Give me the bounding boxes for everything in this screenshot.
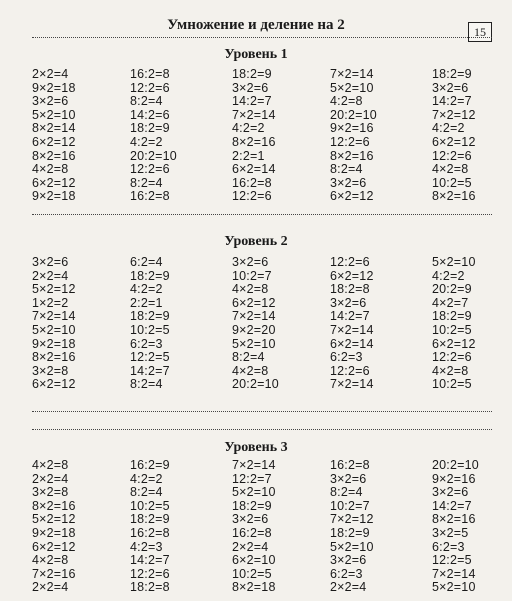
exercise-item: 3×2=6 [330, 295, 367, 310]
exercise-item: 3×2=6 [330, 175, 367, 190]
exercise-item: 8:2=4 [130, 377, 163, 392]
exercise-item: 20:2=10 [130, 148, 177, 163]
exercise-item: 6×2=12 [330, 189, 374, 204]
exercise-item: 14:2=7 [130, 363, 170, 378]
exercise-item: 8:2=4 [130, 175, 163, 190]
exercise-item: 4:2=2 [232, 121, 265, 136]
exercise-item: 3×2=8 [32, 363, 69, 378]
exercise-item: 16:2=8 [130, 526, 170, 540]
exercise-item: 4×2=8 [432, 162, 469, 177]
exercise-item: 8×2=16 [32, 498, 76, 513]
level-2-title: Уровень 2 [224, 234, 288, 249]
exercise-item: 6×2=12 [432, 336, 476, 351]
exercise-item: 6×2=10 [232, 553, 276, 568]
exercise-item: 7×2=14 [232, 309, 276, 324]
exercise-item: 9×2=18 [32, 526, 76, 540]
exercise-item: 10:2=7 [330, 498, 370, 513]
exercise-item: 12:2=6 [330, 135, 370, 149]
exercise-item: 3×2=6 [232, 80, 269, 95]
exercise-item: 9×2=18 [32, 336, 76, 351]
exercise-item: 5×2=10 [32, 323, 76, 337]
exercise-item: 8×2=16 [232, 135, 276, 149]
page-title: Умножение и деление на 2 [167, 17, 345, 33]
exercise-item: 4×2=8 [232, 363, 269, 378]
exercise-item: 5×2=10 [232, 485, 276, 500]
exercise-item: 18:2=9 [432, 309, 472, 324]
exercise-item: 16:2=8 [232, 175, 272, 190]
exercise-item: 6:2=3 [330, 566, 363, 581]
exercise-item: 16:2=9 [130, 458, 170, 472]
exercise-item: 20:2=10 [330, 107, 377, 122]
exercise-item: 10:2=5 [130, 323, 170, 337]
exercise-item: 6×2=12 [32, 175, 76, 190]
exercise-item: 7×2=14 [432, 566, 476, 581]
exercise-item: 8×2=16 [432, 189, 476, 204]
exercise-item: 20:2=10 [432, 458, 479, 472]
exercise-item: 4:2=8 [330, 94, 363, 109]
exercise-item: 6:2=4 [130, 255, 163, 269]
exercise-item: 12:2=5 [432, 553, 472, 568]
exercise-item: 6×2=12 [32, 539, 76, 554]
exercise-item: 2×2=4 [232, 539, 269, 554]
exercise-item: 7×2=14 [32, 309, 76, 324]
exercise-item: 9×2=20 [232, 323, 276, 337]
exercise-item: 10:2=5 [232, 566, 272, 581]
exercise-item: 10:2=5 [432, 175, 472, 190]
exercise-item: 8×2=14 [32, 121, 76, 136]
exercise-item: 2:2=1 [130, 295, 163, 310]
exercise-item: 8×2=16 [330, 148, 374, 163]
exercise-item: 20:2=10 [232, 377, 279, 392]
exercise-item: 8:2=4 [330, 485, 363, 500]
exercise-item: 8×2=18 [232, 580, 276, 595]
exercise-item: 12:2=6 [130, 566, 170, 581]
exercise-item: 9×2=16 [432, 471, 476, 486]
exercise-item: 3×2=6 [432, 80, 469, 95]
exercise-item: 20:2=9 [432, 282, 472, 297]
exercise-item: 4×2=8 [32, 458, 69, 472]
exercise-item: 8:2=4 [330, 162, 363, 177]
exercise-item: 16:2=8 [330, 458, 370, 472]
exercise-item: 3×2=6 [32, 255, 69, 269]
exercise-item: 5×2=10 [232, 336, 276, 351]
exercise-item: 2:2=1 [232, 148, 265, 163]
exercise-item: 6×2=14 [232, 162, 276, 177]
exercise-item: 18:2=9 [232, 67, 272, 81]
level-3-title: Уровень 3 [224, 440, 288, 455]
exercise-item: 10:2=7 [232, 268, 272, 283]
exercise-item: 18:2=9 [130, 309, 170, 324]
exercise-item: 18:2=8 [130, 580, 170, 595]
exercise-item: 6×2=12 [32, 377, 76, 392]
exercise-item: 12:2=6 [130, 80, 170, 95]
exercise-item: 3×2=6 [232, 512, 269, 527]
exercise-item: 6×2=12 [32, 135, 76, 149]
exercise-item: 9×2=18 [32, 189, 76, 204]
exercise-item: 14:2=7 [432, 498, 472, 513]
exercise-item: 7×2=14 [330, 377, 374, 392]
exercise-item: 4×2=8 [232, 282, 269, 297]
exercise-item: 6×2=12 [232, 295, 276, 310]
exercise-item: 3×2=5 [432, 526, 469, 540]
exercise-item: 4:2=2 [130, 471, 163, 486]
divider-dotted [32, 411, 492, 412]
exercise-item: 18:2=9 [432, 67, 472, 81]
exercise-item: 10:2=5 [432, 323, 472, 337]
exercise-item: 4:2=2 [432, 121, 465, 136]
exercise-item: 8:2=4 [232, 350, 265, 365]
exercise-item: 12:2=7 [232, 471, 272, 486]
exercise-item: 4×2=8 [32, 162, 69, 177]
exercise-item: 8:2=4 [130, 94, 163, 109]
exercise-item: 5×2=10 [432, 255, 476, 269]
exercise-item: 14:2=6 [130, 107, 170, 122]
page-number: 15 [468, 22, 492, 42]
exercise-item: 14:2=7 [130, 553, 170, 568]
divider-dotted [32, 214, 492, 215]
exercise-item: 6:2=3 [432, 539, 465, 554]
exercise-item: 5×2=12 [32, 282, 76, 297]
exercise-item: 2×2=4 [32, 580, 69, 595]
exercise-item: 2×2=4 [32, 268, 69, 283]
exercise-item: 12:2=5 [130, 350, 170, 365]
exercise-item: 14:2=7 [330, 309, 370, 324]
level-1-title: Уровень 1 [224, 47, 288, 62]
divider-dotted [32, 37, 492, 38]
exercise-item: 4:2=3 [130, 539, 163, 554]
exercise-item: 3×2=6 [432, 485, 469, 500]
exercise-item: 5×2=10 [330, 539, 374, 554]
exercise-item: 7×2=14 [232, 107, 276, 122]
divider-dotted [32, 429, 492, 430]
exercise-item: 9×2=16 [330, 121, 374, 136]
exercise-item: 18:2=8 [330, 282, 370, 297]
exercise-item: 16:2=8 [130, 189, 170, 204]
exercise-item: 14:2=7 [432, 94, 472, 109]
exercise-item: 18:2=9 [130, 512, 170, 527]
exercise-item: 3×2=6 [330, 553, 367, 568]
exercise-item: 6:2=3 [130, 336, 163, 351]
exercise-item: 3×2=6 [32, 94, 69, 109]
exercise-item: 3×2=6 [232, 255, 269, 269]
exercise-item: 12:2=6 [232, 189, 272, 204]
exercise-item: 6×2=14 [330, 336, 374, 351]
exercise-item: 6×2=12 [330, 268, 374, 283]
exercise-item: 18:2=9 [232, 498, 272, 513]
exercise-item: 12:2=6 [432, 148, 472, 163]
exercise-item: 4:2=2 [130, 282, 163, 297]
exercise-item: 10:2=5 [130, 498, 170, 513]
exercise-item: 7×2=12 [330, 512, 374, 527]
exercise-item: 1×2=2 [32, 295, 69, 310]
exercise-item: 5×2=12 [32, 512, 76, 527]
exercise-item: 12:2=6 [330, 255, 370, 269]
exercise-item: 16:2=8 [232, 526, 272, 540]
exercise-item: 3×2=6 [330, 471, 367, 486]
exercise-item: 14:2=7 [232, 94, 272, 109]
exercise-item: 4×2=8 [32, 553, 69, 568]
exercise-item: 6×2=12 [432, 135, 476, 149]
exercise-item: 2×2=4 [32, 471, 69, 486]
exercise-item: 7×2=14 [330, 323, 374, 337]
exercise-item: 18:2=9 [130, 268, 170, 283]
exercise-item: 4×2=7 [432, 295, 469, 310]
exercise-item: 4×2=8 [432, 363, 469, 378]
exercise-item: 5×2=10 [32, 107, 76, 122]
exercise-item: 2×2=4 [32, 67, 69, 81]
exercise-item: 5×2=10 [330, 80, 374, 95]
exercise-item: 8:2=4 [130, 485, 163, 500]
exercise-item: 10:2=5 [432, 377, 472, 392]
exercise-item: 8×2=16 [32, 148, 76, 163]
exercise-item: 2×2=4 [330, 580, 367, 595]
exercise-item: 12:2=6 [130, 162, 170, 177]
exercise-item: 12:2=6 [432, 350, 472, 365]
exercise-item: 6:2=3 [330, 350, 363, 365]
exercise-item: 12:2=6 [330, 363, 370, 378]
exercise-item: 16:2=8 [130, 67, 170, 81]
exercise-item: 9×2=18 [32, 80, 76, 95]
exercise-item: 7×2=16 [32, 566, 76, 581]
exercise-item: 3×2=8 [32, 485, 69, 500]
exercise-item: 4:2=2 [432, 268, 465, 283]
exercise-item: 8×2=16 [432, 512, 476, 527]
exercise-item: 7×2=12 [432, 107, 476, 122]
exercise-item: 7×2=14 [232, 458, 276, 472]
exercise-item: 4:2=2 [130, 135, 163, 149]
exercise-item: 5×2=10 [432, 580, 476, 595]
exercise-item: 8×2=16 [32, 350, 76, 365]
exercise-item: 18:2=9 [130, 121, 170, 136]
exercise-item: 18:2=9 [330, 526, 370, 540]
exercise-item: 7×2=14 [330, 67, 374, 81]
